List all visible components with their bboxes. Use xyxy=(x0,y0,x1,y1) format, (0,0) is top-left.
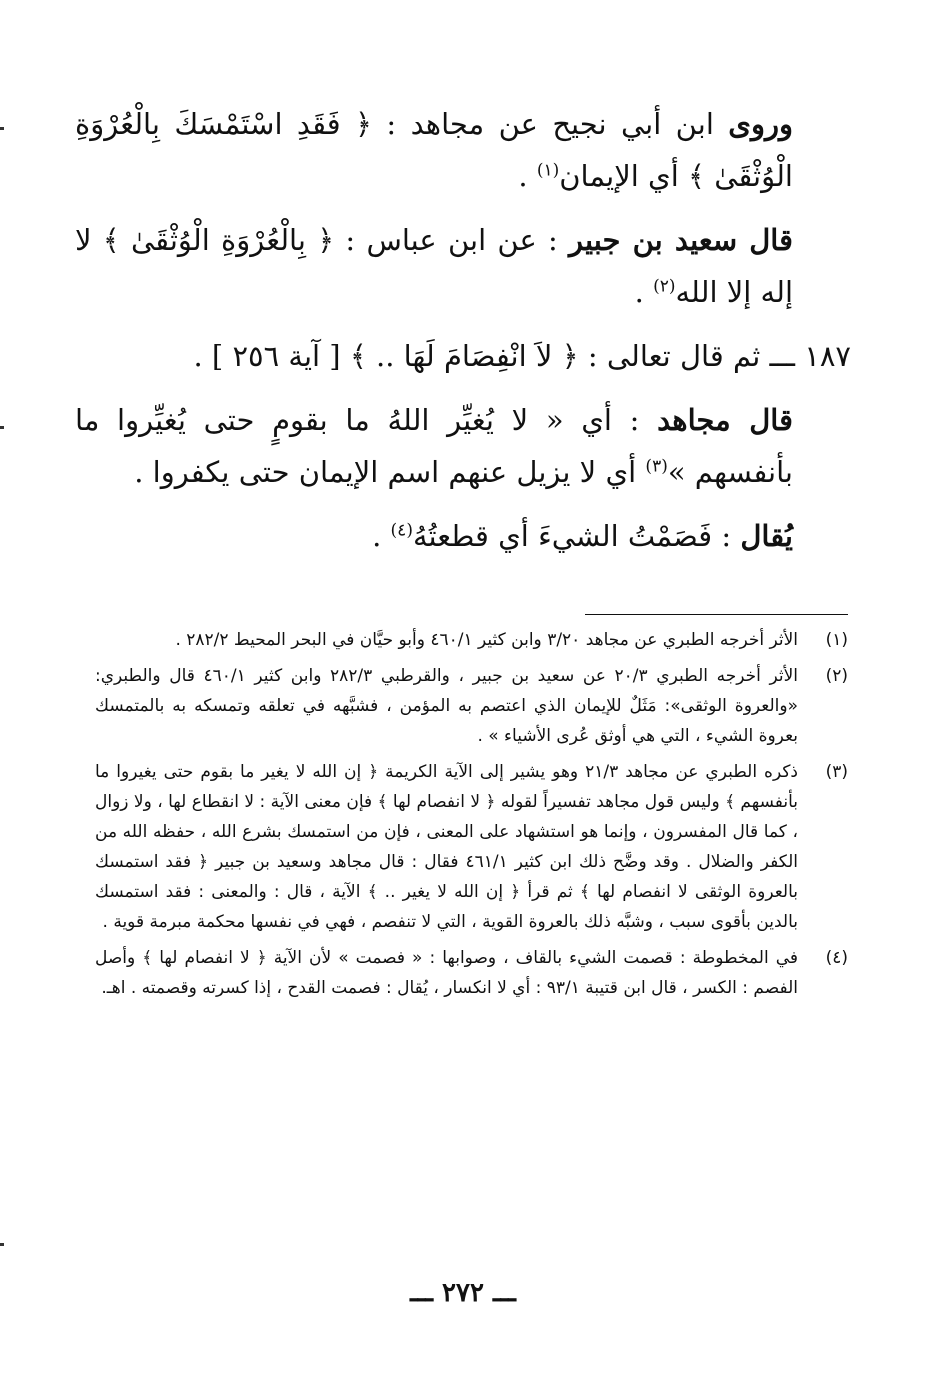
footnote xyxy=(95,625,848,655)
paragraph-text: : عن ابن عباس : ﴿ بِالْعُرْوَةِ الْوُثْقَىٰ ﴾ لا إله إلا الله xyxy=(75,223,793,309)
footnote-number: (٣) xyxy=(825,762,848,782)
footnote-ref[interactable]: (٣) xyxy=(645,456,668,477)
scan-margin-mark xyxy=(0,1243,4,1246)
paragraph-text: ١٨٧ ـــ ثم قال تعالى : ﴿ لاَ انْفِصَامَ لَهَا .. ﴾ [ آية ٢٥٦ ] . xyxy=(193,339,851,373)
paragraph-text: : فَصَمْتُ الشيءَ أي قطعتُهُ xyxy=(412,519,741,553)
footnote-divider xyxy=(585,614,848,615)
paragraph-ibn-abi-najih xyxy=(75,98,851,202)
footnote-number: (١) xyxy=(825,630,848,650)
paragraph-lead: قال سعيد بن جبير xyxy=(569,223,794,257)
paragraph-lead: قال مجاهد xyxy=(657,403,793,437)
main-text xyxy=(75,98,851,574)
page-number: ـــ ٢٧٢ ـــ xyxy=(410,1278,516,1308)
paragraph-tail: . xyxy=(634,275,654,309)
paragraph-text: ابن أبي نجيح عن مجاهد : ﴿ فَقَدِ اسْتَمْسَكَ بِالْعُرْوَةِ الْوُثْقَىٰ ﴾ أي الإيمان xyxy=(75,107,793,193)
footnote-number: (٢) xyxy=(825,666,848,686)
footnote-text: في المخطوطة : قصمت الشيء بالقاف ، وصوابها : « فصمت » لأن الآية ﴿ لا انفصام لها ﴾ وأصل الفصم : الكسر ، قال ابن قتيبة ٩٣/١ : أي لا انكسار ، يُقال : فصمت القدح ، إذا كسرته وقصمته . اهـ. xyxy=(95,948,798,998)
paragraph-tail: أي لا يزيل عنهم اسم الإيمان حتى يكفروا . xyxy=(134,455,646,489)
footnote-ref[interactable]: (٢) xyxy=(653,276,676,297)
scan-margin-mark xyxy=(0,127,4,130)
footnote-text: الأثر أخرجه الطبري ٢٠/٣ عن سعيد بن جبير ، والقرطبي ٢٨٢/٣ وابن كثير ٤٦٠/١ قال والطبري: «والعروة الوثقى»: مَثَلٌ للإيمان الذي اعتصم به المؤمن ، فشبَّهه في تعلقه وتمسكه به بالمتمسك بعروة الشيء ، التي هي أوثق عُرى الأشياء » . xyxy=(95,666,798,746)
paragraph-tail: . xyxy=(372,519,391,553)
footnote-ref[interactable]: (١) xyxy=(536,160,560,181)
footnote-text: الأثر أخرجه الطبري عن مجاهد ٣/٢٠ وابن كثير ٤٦٠/١ وأبو حيَّان في البحر المحيط ٢٨٢/٢ . xyxy=(175,630,798,650)
footnote-ref[interactable]: (٤) xyxy=(390,520,413,541)
paragraph-verse-187 xyxy=(75,330,851,382)
footnote xyxy=(95,757,848,937)
footnote xyxy=(95,943,848,1003)
footnote-number: (٤) xyxy=(825,948,848,968)
paragraph-said-ibn-jubayr xyxy=(75,214,851,318)
paragraph-lead: وروى xyxy=(728,107,793,141)
paragraph-yuqal xyxy=(75,510,851,562)
paragraph-mujahid xyxy=(75,394,851,498)
paragraph-lead: يُقال xyxy=(740,519,793,553)
footnote xyxy=(95,661,848,751)
paragraph-text: : أي « لا يُغيِّر اللهُ ما بقومٍ حتى يُغيِّروا ما بأنفسهم » xyxy=(75,403,793,489)
footnotes xyxy=(95,625,848,1009)
scan-margin-mark xyxy=(0,426,4,429)
paragraph-tail: . xyxy=(518,159,537,193)
footnote-text: ذكره الطبري عن مجاهد ٢١/٣ وهو يشير إلى الآية الكريمة ﴿ إن الله لا يغير ما بقوم حتى يغيروا ما بأنفسهم ﴾ وليس قول مجاهد تفسيراً لقوله ﴿ لا انفصام لها ﴾ فإن معنى الآية : لا انقطاع لها ، ولا زوال ، كما قال المفسرون ، وإنما هو استشهاد على المعنى ، فإن من استمسك بشرع الله ، حفظه الله من الكفر والضلال . وقد وضَّح ذلك ابن كثير ٤٦١/١ فقال : قال مجاهد وسعيد بن جبير ﴿ فقد استمسك بالعروة الوثقى لا انفصام لها ﴾ ثم قرأ ﴿ إن الله لا يغير .. ﴾ الآية ، قال : والمعنى : فقد استمسك بالدين بأقوى سبب ، وشبَّه ذلك بالعروة القوية ، التي لا تنفصم ، فهي في نفسها محكمة مبرمة قوية . xyxy=(95,762,798,932)
